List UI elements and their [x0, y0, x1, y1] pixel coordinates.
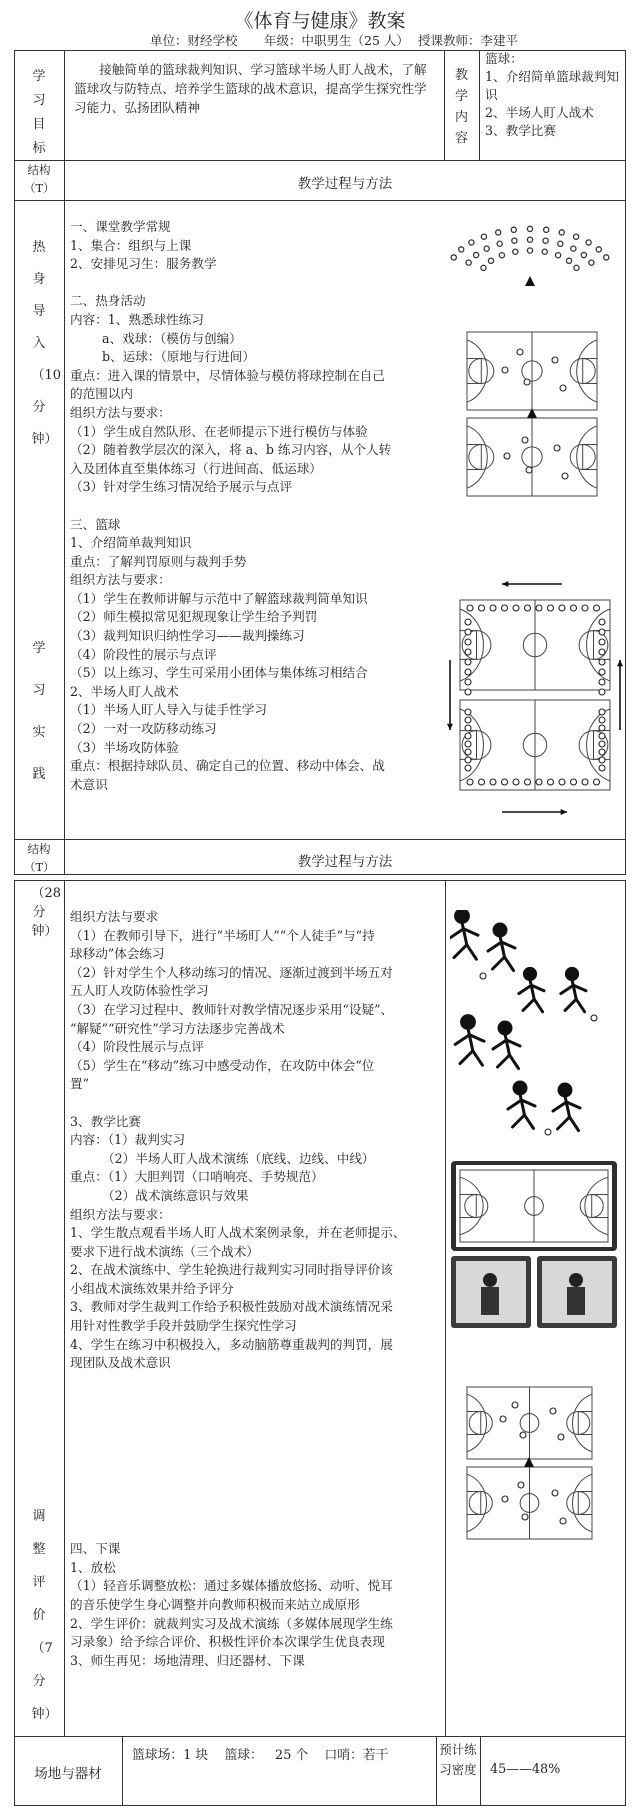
player-marker — [465, 649, 471, 655]
player-marker — [524, 379, 530, 385]
player-marker — [522, 437, 528, 443]
text-line: 的范围以内 — [70, 386, 133, 402]
page-title: 《体育与健康》教案 — [234, 10, 406, 32]
player-marker — [559, 779, 565, 785]
text-line: （4）阶段性的展示与点评 — [70, 646, 217, 662]
player-marker — [560, 1518, 566, 1524]
player-marker — [522, 1514, 528, 1520]
content-line: 1、介绍简单篮球裁判知识 — [485, 69, 619, 102]
player-marker — [525, 605, 531, 611]
text-line: （1）学生在教师讲解与示范中了解篮球裁判简单知识 — [70, 590, 368, 606]
player-marker — [502, 1496, 508, 1502]
process-heading-2: 教学过程与方法 — [297, 854, 393, 870]
objectives-text: 接触简单的篮球裁判知识、学习篮球半场人盯人战术，了解篮球攻与防特点、培养学生篮球的战术意识，提高学生探究性学习能力、弘扬团队精神 — [74, 62, 427, 115]
student-marker — [558, 241, 563, 246]
player-marker — [465, 765, 471, 771]
player-marker — [465, 749, 471, 755]
player-marker — [465, 741, 471, 747]
text-line: 要求下进行战术演练（三个战术） — [70, 1243, 259, 1259]
player-marker — [526, 467, 532, 473]
player-figure — [450, 910, 478, 959]
student-marker — [459, 247, 464, 252]
student-marker — [511, 227, 516, 232]
text-line: （4）阶段性展示与点评 — [70, 1039, 204, 1055]
student-marker — [469, 240, 474, 245]
text-line: 四、下课 — [70, 1541, 121, 1557]
text-line: 习录象）给予综合评价、积极性评价本次课学生优良表现 — [70, 1634, 385, 1650]
content-list — [485, 50, 625, 140]
student-marker — [481, 234, 486, 239]
text-line: 入及团体直至集体练习（行进间高、低运球） — [70, 460, 322, 476]
player-marker — [479, 779, 485, 785]
student-marker — [497, 241, 502, 246]
student-marker — [527, 248, 532, 253]
density-label: 预计练习密度 — [439, 1742, 477, 1777]
text-line: 内容：1、熟悉球性练习 — [70, 311, 204, 327]
venue-label: 场地与器材 — [34, 1766, 102, 1782]
text-line: （3）针对学生练习情况给予展示与点评 — [70, 479, 293, 495]
practice-label: 学习实践 — [32, 641, 46, 782]
text-line: 球移动”体会练习 — [70, 946, 165, 962]
player-marker — [467, 605, 473, 611]
structure-label: 结构（T） — [24, 163, 55, 195]
text-line — [70, 274, 450, 293]
text-line: 2、在战术演练中、学生轮换进行裁判实习同时指导评价该 — [70, 1262, 393, 1278]
student-marker — [513, 249, 518, 254]
text-line: 2、安排见习生：服务教学 — [70, 256, 217, 272]
text-line: （1）轻音乐调整放松：通过多媒体播放悠扬、动听、悦耳 — [70, 1578, 393, 1594]
player-marker — [599, 649, 605, 655]
player-marker — [525, 779, 531, 785]
player-marker — [599, 717, 605, 723]
player-marker — [599, 669, 605, 675]
text-line: 重点：（1）大胆判罚（口哨响亮、手势规范） — [70, 1169, 324, 1185]
court-diagram-3 — [465, 1385, 595, 1545]
player-marker — [490, 605, 496, 611]
text-line: 组织方法与要求： — [70, 572, 171, 588]
player-marker — [599, 757, 605, 763]
warmup-label: 热身导入（10分钟） — [31, 240, 62, 447]
text-line: （5）学生在“移动”练习中感受动作，在攻防中体会“位 — [70, 1057, 375, 1073]
player-figure — [455, 1016, 484, 1066]
unit-text: 单位：财经学校 — [150, 33, 238, 48]
student-marker — [556, 253, 561, 258]
player-marker — [513, 779, 519, 785]
player-marker — [599, 659, 605, 665]
player-marker — [548, 605, 554, 611]
text-line: 4、学生在练习中积极投入，多动脑筋尊重裁判的判罚，展 — [70, 1336, 393, 1352]
content-line: 篮球： — [485, 51, 523, 66]
text-line — [70, 1503, 445, 1522]
player-marker — [552, 1490, 558, 1496]
student-marker — [496, 230, 501, 235]
player-marker — [552, 357, 558, 363]
text-line: 一、课堂教学常规 — [70, 219, 171, 234]
text-line: 五人盯人攻防体验性学习 — [70, 983, 209, 999]
text-line: （3）裁判知识归纳性学习——裁判操练习 — [70, 628, 305, 644]
player-marker — [513, 605, 519, 611]
player-marker — [520, 1432, 526, 1438]
player-marker — [594, 779, 600, 785]
text-line — [70, 1484, 445, 1503]
content-line: 3、教学比赛 — [485, 123, 556, 138]
content-label: 教学内容 — [454, 68, 468, 146]
player-marker — [599, 765, 605, 771]
text-line: （2）随着教学层次的深入，将 a、b 练习内容，从个人转 — [70, 442, 392, 458]
player-marker — [504, 453, 510, 459]
student-marker — [574, 265, 579, 270]
student-marker — [474, 252, 479, 257]
student-marker — [566, 258, 571, 263]
student-marker — [488, 258, 493, 263]
text-line — [70, 1429, 445, 1448]
player-marker — [465, 619, 471, 625]
text-line — [70, 1522, 445, 1541]
text-line: a、戏球：（模仿与创编） — [70, 330, 242, 346]
player-marker — [558, 1434, 564, 1440]
player-figure — [493, 1022, 520, 1069]
player-marker — [512, 1402, 518, 1408]
structure-label-2: 结构（T） — [24, 842, 55, 874]
player-marker — [562, 473, 568, 479]
text-line: 重点：了解判罚原则与裁判手势 — [70, 553, 247, 569]
text-line: 1、集合：组织与上课 — [70, 237, 192, 253]
text-line — [70, 1466, 445, 1485]
text-line: 重点：进入课的情景中，尽情体验与模仿将球控制在自己 — [70, 367, 385, 383]
player-marker — [465, 629, 471, 635]
player-marker — [548, 779, 554, 785]
student-marker — [542, 249, 547, 254]
text-line: 3、师生再见：场地清理、归还器材、下课 — [70, 1652, 305, 1668]
teacher-marker — [525, 276, 535, 286]
teacher-text: 授课教师：李建平 — [418, 33, 519, 48]
player-marker — [502, 779, 508, 785]
text-line — [70, 1447, 445, 1466]
player-marker — [599, 709, 605, 715]
court-diagram-1 — [465, 330, 600, 500]
player-marker — [465, 669, 471, 675]
text-line: （2）针对学生个人移动练习的情况、逐渐过渡到半场五对 — [70, 964, 393, 980]
text-line: 1、介绍简单裁判知识 — [70, 535, 192, 551]
content-line: 2、半场人盯人战术 — [485, 105, 594, 120]
player-marker — [594, 605, 600, 611]
text-line: （2）师生模拟常见犯规现象让学生给予判罚 — [70, 609, 318, 625]
player-marker — [518, 1482, 524, 1488]
student-marker — [499, 253, 504, 258]
player-marker — [560, 385, 566, 391]
player-marker — [599, 733, 605, 739]
text-line: （2）一对一攻防移动练习 — [70, 721, 217, 737]
court-with-video — [450, 1160, 620, 1330]
text-line: （2）半场人盯人战术演练（底线、边线、中线） — [70, 1150, 375, 1166]
student-marker — [484, 246, 489, 251]
player-marker — [517, 349, 523, 355]
text-line: （2）战术演练意识与效果 — [70, 1187, 249, 1203]
student-marker — [466, 260, 471, 265]
text-line: 组织方法与要求： — [70, 1206, 171, 1222]
student-marker — [581, 252, 586, 257]
text-line: b、运球：（原地与行进间） — [70, 349, 255, 365]
student-marker — [544, 227, 549, 232]
player-marker — [559, 605, 565, 611]
player-marker — [465, 709, 471, 715]
text-line — [70, 1410, 445, 1429]
player-marker — [571, 605, 577, 611]
student-marker — [512, 238, 517, 243]
player-marker — [465, 689, 471, 695]
objectives-label: 学习目标 — [32, 69, 46, 156]
text-line: “解疑”“研究性”学习方法逐步完善战术 — [70, 1020, 285, 1036]
player-marker — [599, 725, 605, 731]
player-marker — [465, 639, 471, 645]
court-diagram-2 — [442, 560, 627, 830]
player-figure — [553, 1084, 580, 1131]
time-label: （28分钟） — [31, 886, 62, 939]
player-marker — [465, 717, 471, 723]
text-line — [70, 497, 450, 516]
player-marker — [465, 733, 471, 739]
student-marker — [559, 230, 564, 235]
student-marker — [481, 265, 486, 270]
student-marker — [571, 246, 576, 251]
text-line — [70, 1373, 445, 1392]
player-figure — [488, 924, 515, 971]
player-marker — [502, 605, 508, 611]
student-marker — [573, 234, 578, 239]
player-figure — [519, 968, 544, 1011]
player-marker — [536, 605, 542, 611]
player-marker — [502, 367, 508, 373]
player-marker — [582, 605, 588, 611]
student-marker — [586, 240, 591, 245]
player-marker — [599, 619, 605, 625]
text-line: 二、热身活动 — [70, 293, 146, 309]
text-line: 3、教师对学生裁判工作给予积极性鼓励对战术演练情况采 — [70, 1299, 393, 1315]
player-marker — [599, 689, 605, 695]
section1-text — [70, 218, 450, 794]
student-marker — [527, 237, 532, 242]
players-illustration — [450, 910, 620, 1160]
text-line — [70, 1391, 445, 1410]
text-line: （1）半场人盯人导入与徒手性学习 — [70, 702, 267, 718]
text-line — [70, 1094, 445, 1113]
text-line: 3、教学比赛 — [70, 1113, 141, 1129]
student-marker — [543, 238, 548, 243]
text-line: 小组战术演练效果并给予评分 — [70, 1280, 234, 1296]
student-marker — [589, 260, 594, 265]
player-marker — [465, 659, 471, 665]
text-line: 术意识 — [70, 776, 108, 792]
player-marker — [500, 1416, 506, 1422]
text-line: 1、学生散点观看半场人盯人战术案例录象，并在老师提示、 — [70, 1225, 406, 1241]
player-figure — [508, 1082, 535, 1129]
text-line: 现团队及战术意识 — [70, 1355, 171, 1371]
player-figure — [561, 968, 586, 1011]
player-marker — [465, 725, 471, 731]
player-marker — [599, 639, 605, 645]
player-marker — [550, 1408, 556, 1414]
player-marker — [571, 779, 577, 785]
text-line: 1、放松 — [70, 1559, 116, 1575]
player-marker — [490, 779, 496, 785]
process-heading: 教学过程与方法 — [297, 176, 393, 192]
player-marker — [467, 779, 473, 785]
student-marker — [527, 226, 532, 231]
text-line: 用针对性教学手段并鼓励学生探究性学习 — [70, 1318, 297, 1334]
player-marker — [599, 629, 605, 635]
text-line: （1）在教师引导下，进行“半场盯人”“个人徒手”与“持 — [70, 927, 375, 943]
text-line: 2、学生评价：就裁判实习及战术演练（多媒体展现学生练 — [70, 1615, 393, 1631]
player-marker — [599, 679, 605, 685]
text-line: 2、半场人盯人战术 — [70, 683, 179, 699]
equipment-text: 篮球场：1 块 篮球： 25 个 口哨：若干 — [132, 1748, 389, 1763]
player-marker — [582, 779, 588, 785]
player-marker — [465, 757, 471, 763]
text-line: 组织方法与要求 — [70, 909, 159, 924]
text-line: 三、篮球 — [70, 516, 121, 532]
grade-text: 年级：中职男生（25 人） — [264, 33, 409, 48]
player-marker — [465, 679, 471, 685]
player-marker — [599, 749, 605, 755]
text-line: （1）学生成自然队形、在老师提示下进行模仿与体验 — [70, 423, 368, 439]
text-line: 重点：根据持球队员、确定自己的位置、移动中体会、战 — [70, 758, 385, 774]
player-marker — [554, 445, 560, 451]
text-line: 组织方法与要求： — [70, 404, 171, 420]
adjust-label: 调整评价（7分钟） — [31, 1509, 58, 1722]
text-line: 置” — [70, 1076, 90, 1092]
text-line: （3）半场攻防体验 — [70, 739, 179, 755]
text-line: （3）在学习过程中、教师针对教学情况逐步采用“设疑”、 — [70, 1001, 394, 1017]
player-marker — [599, 741, 605, 747]
student-marker — [596, 247, 601, 252]
section2-text — [70, 908, 445, 1670]
text-line: 内容：（1）裁判实习 — [70, 1132, 186, 1148]
student-marker — [451, 255, 456, 260]
student-marker — [604, 255, 609, 260]
density-value: 45——48% — [490, 1762, 561, 1777]
player-marker — [536, 779, 542, 785]
formation-diagram — [440, 210, 620, 300]
text-line: 的音乐使学生身心调整并向教师积极而来站立成原形 — [70, 1596, 360, 1612]
text-line: （5）以上练习、学生可采用小团体与集体练习相结合 — [70, 665, 368, 681]
player-marker — [479, 605, 485, 611]
